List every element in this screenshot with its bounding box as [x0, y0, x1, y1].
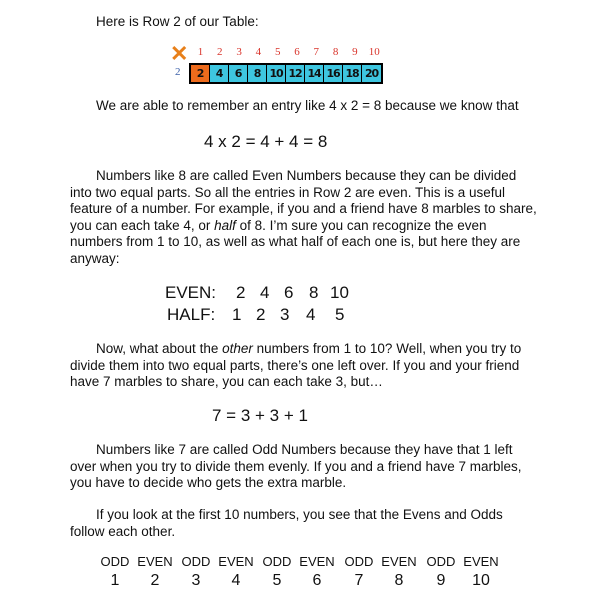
- sequence-label: ODD: [100, 554, 130, 569]
- half-value: 1: [232, 305, 242, 324]
- sequence-number: 1: [110, 572, 120, 589]
- table-cells: [189, 63, 383, 84]
- column-header: 2: [217, 46, 223, 58]
- sequence-item: [456, 554, 506, 590]
- table-cell: 2: [191, 65, 210, 82]
- sequence-label: ODD: [344, 554, 374, 569]
- sequence-label: ODD: [426, 554, 456, 569]
- even-value: 4: [260, 283, 270, 302]
- even-label: EVEN:: [165, 283, 217, 302]
- table-cell: 10: [267, 65, 286, 82]
- sequence-number: 7: [354, 572, 364, 589]
- column-header: 7: [313, 46, 320, 58]
- paragraph-3: [70, 341, 540, 391]
- half-value: 4: [306, 305, 316, 324]
- sequence-number: 3: [191, 572, 201, 589]
- table-cell: 20: [362, 65, 381, 82]
- sequence-label: ODD: [181, 554, 211, 569]
- sequence-label: EVEN: [218, 554, 254, 569]
- table-cell: 18: [343, 65, 362, 82]
- column-header: 9: [352, 46, 358, 58]
- even-value: 6: [284, 283, 294, 302]
- paragraph-2: [70, 168, 540, 267]
- sequence-label: ODD: [262, 554, 292, 569]
- even-value: 2: [236, 283, 246, 302]
- sequence-number: 2: [150, 572, 160, 589]
- table-cell: 8: [248, 65, 267, 82]
- half-value: 5: [335, 305, 345, 324]
- column-header: 10: [368, 46, 380, 58]
- paragraph-3-text-a: Now, what about the: [96, 341, 223, 356]
- even-value: 8: [309, 283, 319, 302]
- intro-text: Here is Row 2 of our Table:: [96, 14, 259, 29]
- sequence-number: 4: [231, 572, 241, 589]
- table-cell: 4: [210, 65, 229, 82]
- column-header: 5: [274, 46, 281, 58]
- even-value: 10: [330, 283, 349, 302]
- column-header: 1: [197, 46, 204, 58]
- table-cell: 12: [286, 65, 305, 82]
- column-header: 4: [255, 46, 262, 58]
- paragraph-2-italic: half: [214, 217, 236, 233]
- sequence-number: 10: [472, 572, 490, 589]
- sequence-label: EVEN: [299, 554, 335, 569]
- sequence-number: 5: [272, 572, 282, 589]
- sequence-label: EVEN: [463, 554, 499, 569]
- column-header: 8: [332, 46, 339, 58]
- equation-2: 7 = 3 + 3 + 1: [212, 406, 308, 425]
- paragraph-3-italic: other: [222, 341, 253, 356]
- half-label: HALF:: [167, 305, 216, 324]
- table-cell: 14: [305, 65, 324, 82]
- times-icon: ✕: [170, 41, 189, 66]
- column-header: 3: [236, 46, 242, 58]
- paragraph-3-text-b: numbers from 1 to 10? Well, when you try to divide them into two equal parts, there’s one left over. If you and your friend have 7 marbles to share, you can each take 3, but…: [70, 341, 522, 389]
- paragraph-4: Numbers like 7 are called Odd Numbers because they have that 1 left over when you try to divide them evenly. If you and a friend have 7 marbles, you have to decide who gets the extra marble.: [70, 442, 522, 490]
- sequence-number: 8: [394, 572, 404, 589]
- paragraph-2-text-b: of 8. I’m sure you can recognize the even numbers from 1 to 10, as well as what half of each one is, but here they are anyway:: [70, 217, 521, 266]
- equation-1: 4 x 2 = 4 + 4 = 8: [204, 132, 328, 151]
- row-2-table: [170, 41, 400, 86]
- sequence-label: EVEN: [381, 554, 417, 569]
- row-label: 2: [175, 66, 181, 78]
- column-header: 6: [294, 46, 300, 58]
- paragraph-2-text-a: Numbers like 8 are called Even Numbers because they can be divided into two equal parts. So all the entries in Row 2 are even. This is a useful feature of a number. For example, if you and a friend have 8 marbles to share, you can each take 4, or: [70, 168, 537, 233]
- half-value: 3: [280, 305, 290, 324]
- paragraph-5: If you look at the first 10 numbers, you see that the Evens and Odds follow each other.: [70, 507, 503, 539]
- sequence-number: 6: [312, 572, 322, 589]
- table-cell: 16: [324, 65, 343, 82]
- sequence-number: 9: [436, 572, 446, 589]
- sequence-label: EVEN: [137, 554, 173, 569]
- table-cell: 6: [229, 65, 248, 82]
- half-value: 2: [256, 305, 266, 324]
- paragraph-1: We are able to remember an entry like 4 x 2 = 8 because we know that: [96, 98, 519, 113]
